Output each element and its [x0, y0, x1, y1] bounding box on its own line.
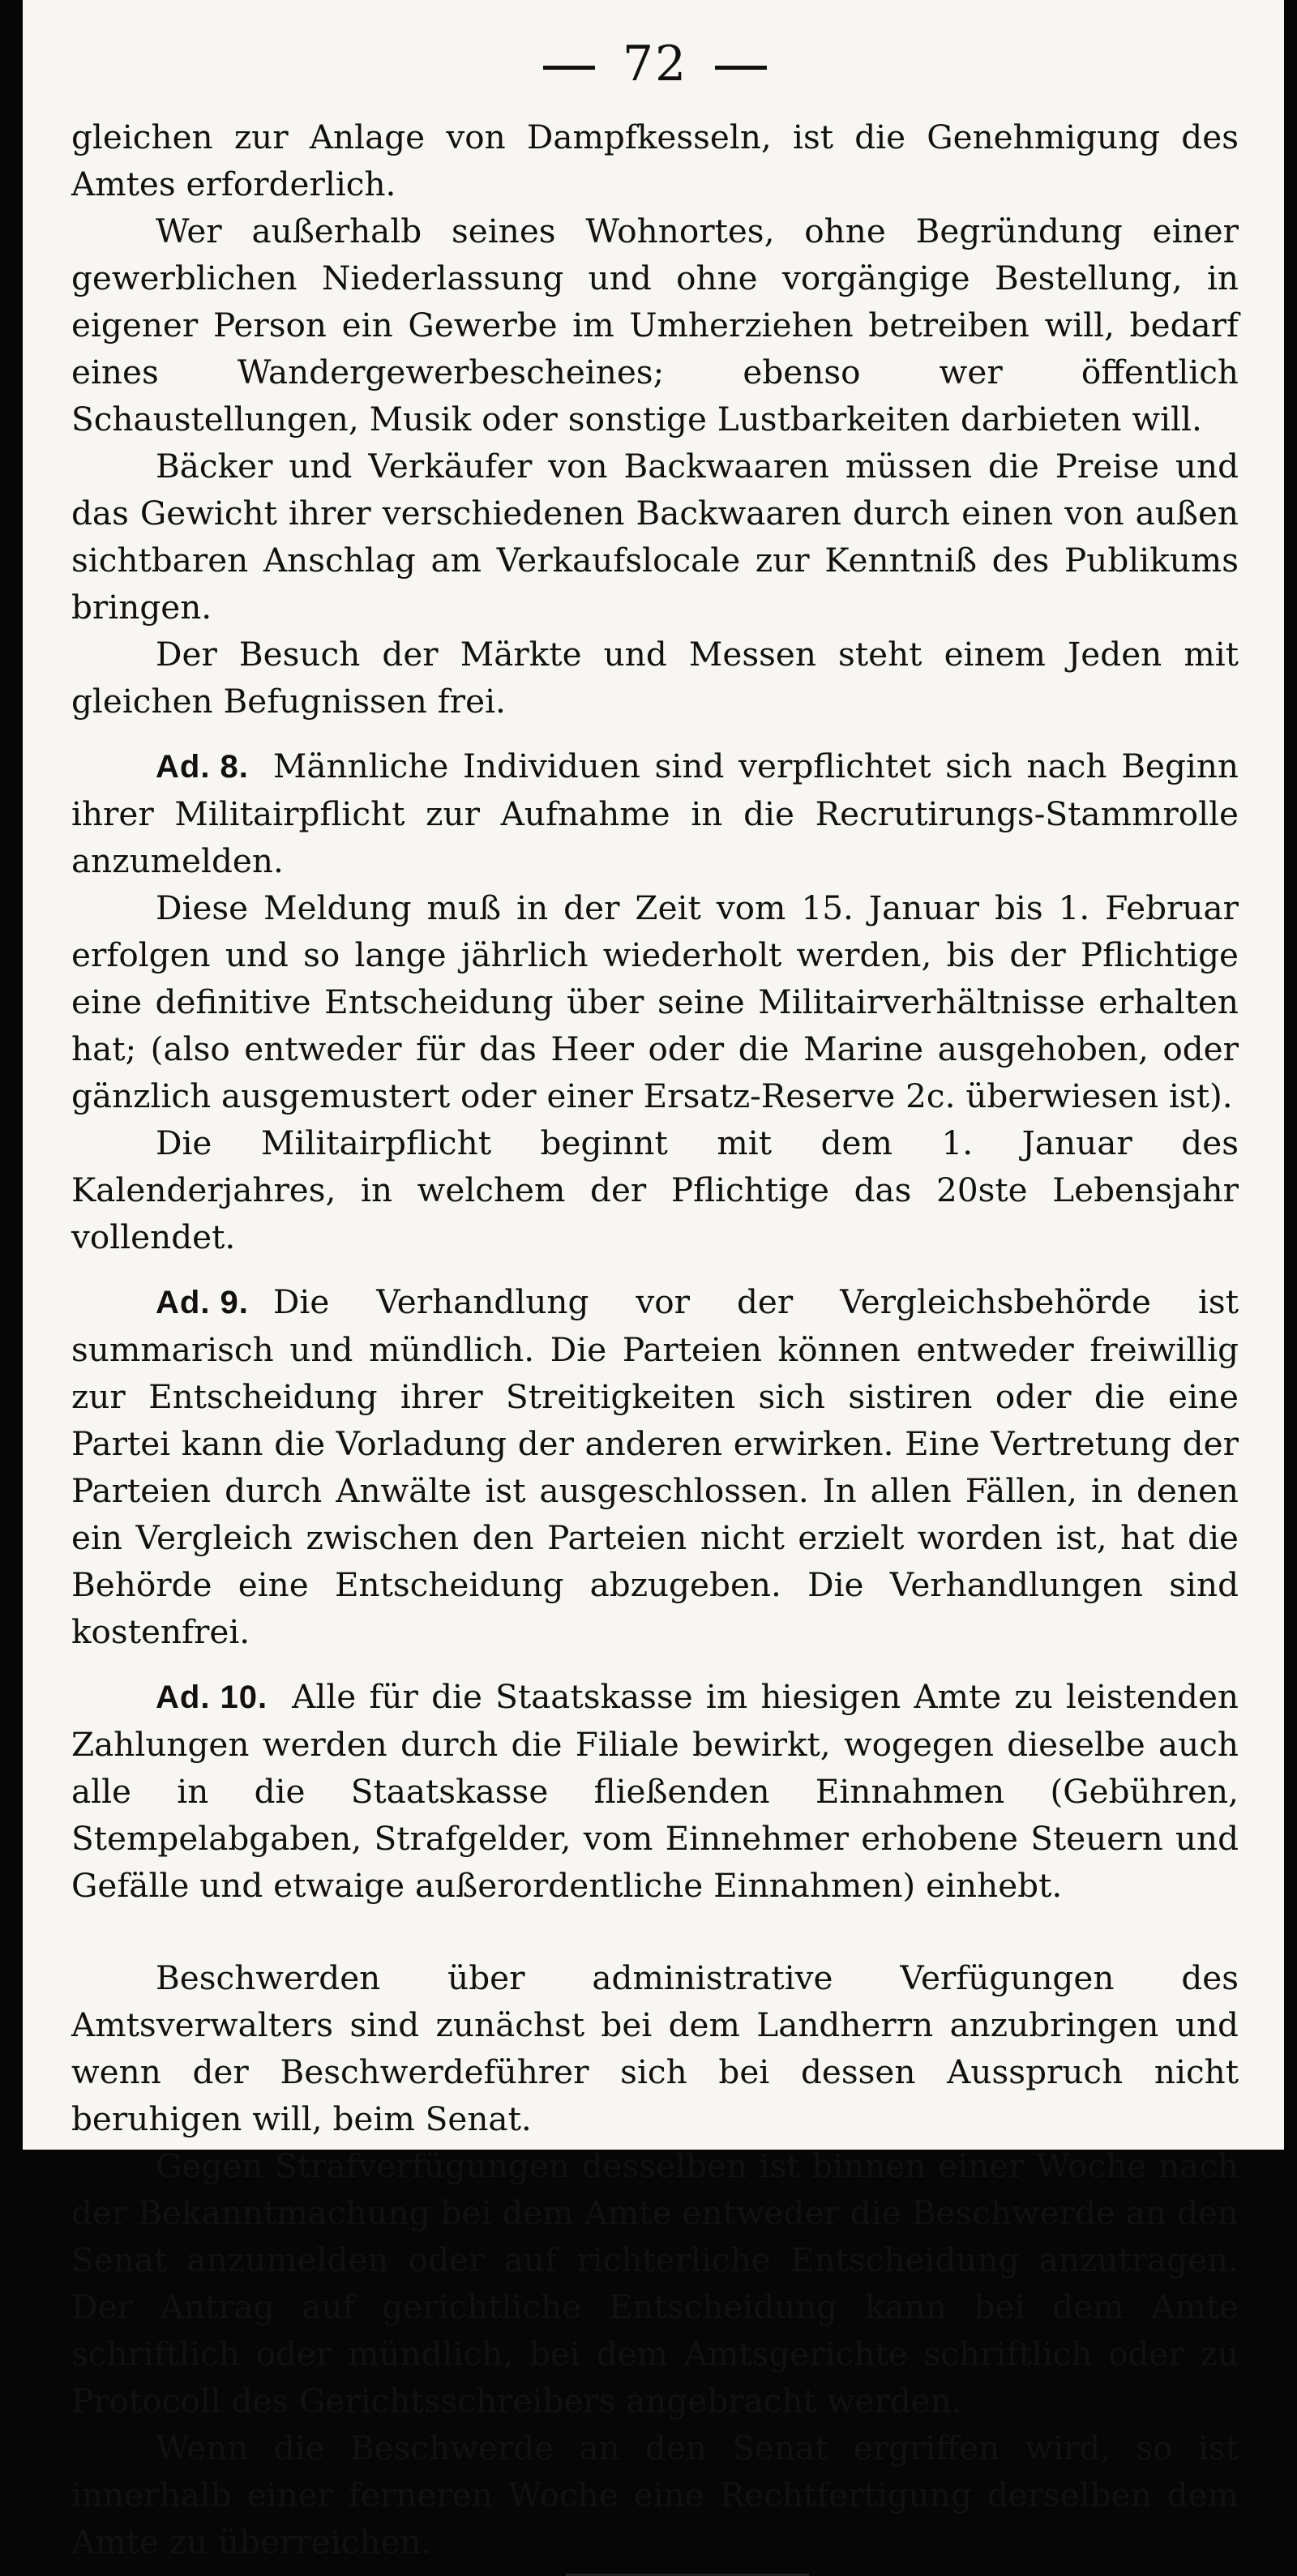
paragraph-rechtfertigung: Wenn die Beschwerde an den Senat ergriffen wird, so ist innerhalb einer ferneren Woche eine Rechtfertigung derselben dem Amte zu überreichen. [71, 2428, 1239, 2561]
section-ad-9 [71, 1278, 1239, 1655]
paragraph-beschwerden: Beschwerden über administrative Verfügungen des Amtsverwalters sind zunächst bei dem Landherrn anzubringen und wenn der Beschwerdeführer sich bei dessen Ausspruch nicht beruhigen will, beim Senat. [71, 1958, 1239, 2138]
section-ad-10 [71, 1673, 1239, 1909]
document-body [71, 113, 1239, 2576]
section-ad-8 [71, 742, 1239, 884]
section-label-ad-10: Ad. 10. [156, 1680, 268, 1715]
section-text-ad-8: Männliche Individuen sind verpflichtet sich nach Beginn ihrer Militairpflicht zur Aufnahme in die Recrutirungs-Stammrolle anzumelden. [71, 747, 1239, 880]
paragraph-maerkte: Der Besuch der Märkte und Messen steht einem Jeden mit gleichen Befugnissen frei. [71, 635, 1239, 721]
section-text-ad-9: Die Verhandlung vor der Vergleichsbehörde ist summarisch und mündlich. Die Parteien können entweder freiwillig zur Entscheidung ihrer Streitigkeiten sich sistiren oder die eine Partei kann die Vorladung der anderen erwirken. Eine Vertretung der Parteien durch Anwälte ist ausgeschlossen. In allen Fällen, in denen ein Vergleich zwischen den Parteien nicht erzielt worden ist, hat die Behörde eine Entscheidung abzugeben. Die Verhandlungen sind kostenfrei. [71, 1282, 1239, 1651]
section-label-ad-9: Ad. 9. [156, 1285, 249, 1320]
page-number [71, 36, 1239, 92]
paragraph-meldung: Diese Meldung muß in der Zeit vom 15. Januar bis 1. Februar erfolgen und so lange jährlich wiederholt werden, bis der Pflichtige eine definitive Entscheidung über seine Militairverhältnisse erhalten hat; (also entweder für das Heer oder die Marine ausgehoben, oder gänzlich ausgemustert oder einer Ersatz-Reserve 2c. überwiesen ist). [71, 888, 1239, 1115]
paragraph-strafverfuegungen: Gegen Strafverfügungen desselben ist binnen einer Woche nach der Bekanntmachung bei dem Amte entweder die Beschwerde an den Senat anzumelden oder auf richterliche Entscheidung anzutragen. Der Antrag auf gerichtliche Entscheidung kann bei dem Amte schriftlich oder mündlich, bei dem Amtsgerichte schriftlich oder zu Protocoll des Gerichtsschreibers angebracht werden. [71, 2146, 1239, 2420]
page-number-dash-right [715, 66, 767, 70]
section-label-ad-8: Ad. 8. [156, 749, 249, 785]
document-page [23, 0, 1284, 2561]
paragraph-wandergewerbe: Wer außerhalb seines Wohnortes, ohne Begründung einer gewerblichen Niederlassung und ohne vorgängige Bestellung, in eigener Person ein Gewerbe im Umherziehen betreiben will, bedarf eines Wandergewerbescheines; ebenso wer öffentlich Schaustellungen, Musik oder sonstige Lustbarkeiten darbieten will. [71, 212, 1239, 439]
paragraph-militairpflicht: Die Militairpflicht beginnt mit dem 1. Januar des Kalenderjahres, in welchem der Pflichtige das 20ste Lebensjahr vollendet. [71, 1123, 1239, 1256]
paragraph-continuation: gleichen zur Anlage von Dampfkesseln, ist die Genehmigung des Amtes erforderlich. [71, 118, 1239, 203]
paragraph-baecker: Bäcker und Verkäufer von Backwaaren müssen die Preise und das Gewicht ihrer verschiedenen Backwaaren durch einen von außen sichtbaren Anschlag am Verkaufslocale zur Kenntniß des Publikums bringen. [71, 447, 1239, 627]
page-number-value: 72 [622, 36, 688, 92]
page-number-dash-left [543, 66, 595, 70]
section-text-ad-10: Alle für die Staatskasse im hiesigen Amte zu leistenden Zahlungen werden durch die Filiale bewirkt, wogegen dieselbe auch alle in die Staatskasse fließenden Einnahmen (Gebühren, Stempelabgaben, Strafgelder, vom Einnehmer erhobene Steuern und Gefälle und etwaige außerordentliche Einnahmen) einhebt. [71, 1677, 1239, 1905]
